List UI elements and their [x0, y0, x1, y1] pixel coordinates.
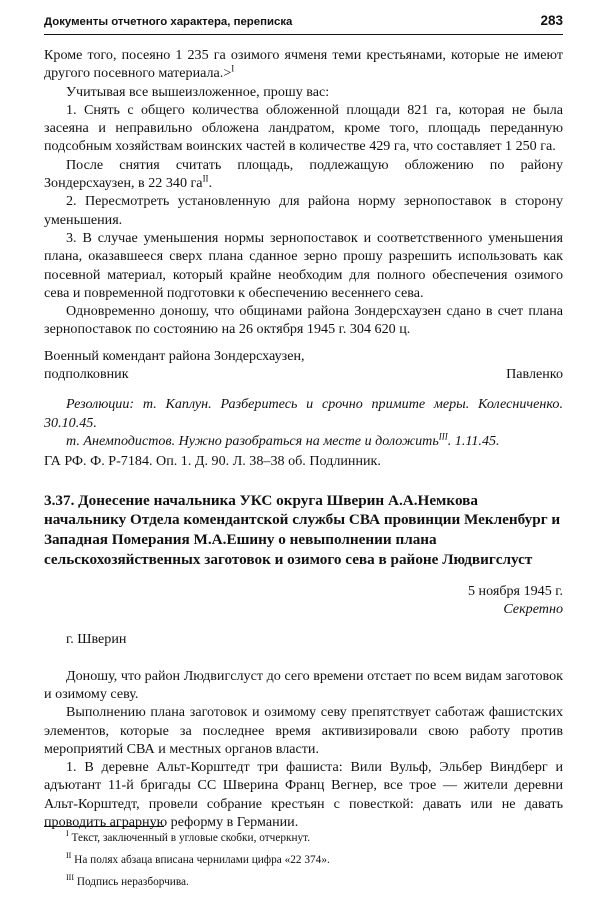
prev-paragraph-1: Кроме того, посеяно 1 235 га озимого ячменя теми крестьянами, которые не имеют другого посевного материала.>$^I$ — [44, 47, 563, 82]
signature-block — [44, 347, 563, 384]
body-paragraph-2: Выполнению плана заготовок и озимому севу препятствует саботаж фашистских элементов, которые за последнее время активизировали свою работу против мероприятий СВА и местных органов власти. — [44, 704, 563, 757]
document-date: 5 ноября 1945 г. — [467, 582, 563, 599]
document-place: г. Шверин — [66, 631, 127, 648]
date-block — [44, 582, 563, 619]
prev-paragraph-4: После снятия считать площадь, подлежащую обложению по району Зондерсхаузен, в 22 340 $га^{II}$. — [44, 156, 563, 192]
resolutions — [44, 395, 563, 450]
body-paragraph-3: 1. В деревне Альт-Корштедт три фашиста: Вили Вульф, Эльбер Виндберг и адъютант 11-й бригады СС Шверина Франц Вегнер, все трое — жители деревни Альт-Корштедт, провели собрание крестьян с повесткой: давать или не давать проводить аграрную реформу в Германии. — [44, 759, 563, 830]
archive-reference: ГА РФ. Ф. Р-7184. Оп. 1. Д. 90. Л. 38–38 об. Подлинник. — [44, 453, 381, 470]
footnote: $^{II}$ На полях абзаца вписана чернилами цифра «22 374». — [66, 851, 330, 866]
prev-paragraph-6: 3. В случае уменьшения нормы зернопоставок и соответственного уменьшения плана, оказавшееся сверх плана сданное зерно прошу разрешить использовать как посевной материал, который крайне необходим для полного обеспечения озимого сева и повременной подготовки к обеспечению весеннего сева. — [44, 229, 563, 301]
footnote-ref-1: I — [231, 63, 235, 74]
footnote: $^I$ Текст, заключенный в угловые скобки, отчеркнут. — [66, 829, 311, 844]
footnote: $^{III}$ Подпись неразборчива. — [66, 873, 189, 888]
running-head-title: Документы отчетного характера, переписка — [44, 16, 293, 28]
prev-paragraph-2: Учитывая все вышеизложенное, прошу вас: — [66, 83, 330, 100]
resolution-1: Резолюции: т. Каплун. Разберитесь и срочно примите меры. Колесниченко. 30.10.45. — [44, 396, 563, 431]
document-body — [44, 667, 563, 832]
footnote-ref-3: III — [438, 431, 448, 442]
resolution-2: т. Анемподистов. Нужно разобраться на месте и доложить$^{III}$. 1.11.45. — [66, 431, 500, 449]
signature-name: Павленко — [506, 366, 563, 383]
page-content — [44, 46, 563, 831]
signature-position: Военный комендант района Зондерсхаузен, — [44, 347, 305, 364]
prev-paragraph-5: 2. Пересмотреть установленную для района норму зернопоставок в сторону уменьшения. — [44, 193, 563, 228]
signature-rank: подполковник — [44, 366, 129, 383]
document-title: 3.37. Донесение начальника УКС округа Шверин А.А.Немкова начальнику Отдела комендантской службы СВА провинции Мекленбург и Западная Померания М.А.Ешину о невыполнении плана сельскохозяйственных заготовок и озимого сева в районе Людвигслуст — [44, 491, 561, 568]
running-head — [44, 10, 563, 35]
prev-paragraph-3: 1. Снять с общего количества обложенной площади 821 га, которая не была засеяна и неправильно обложена ландратом, кроме того, площадь переданную подсобным хозяйствам воинских частей в количестве 429 га, что составляет 1 250 га. — [44, 101, 563, 155]
page-number: 283 — [540, 13, 563, 28]
footnote-ref-2: II — [202, 173, 209, 184]
body-paragraph-1: Доношу, что район Людвигслуст до сего времени отстает по всем видам заготовок и озимому севу. — [44, 667, 563, 702]
classification: Секретно — [503, 601, 563, 618]
footnotes — [66, 827, 563, 893]
prev-paragraph-7: Одновременно доношу, что общинами района Зондерсхаузен сдано в счет плана зернопоставок по состоянию на 26 октября 1945 г. 304 620 ц. — [44, 303, 563, 338]
